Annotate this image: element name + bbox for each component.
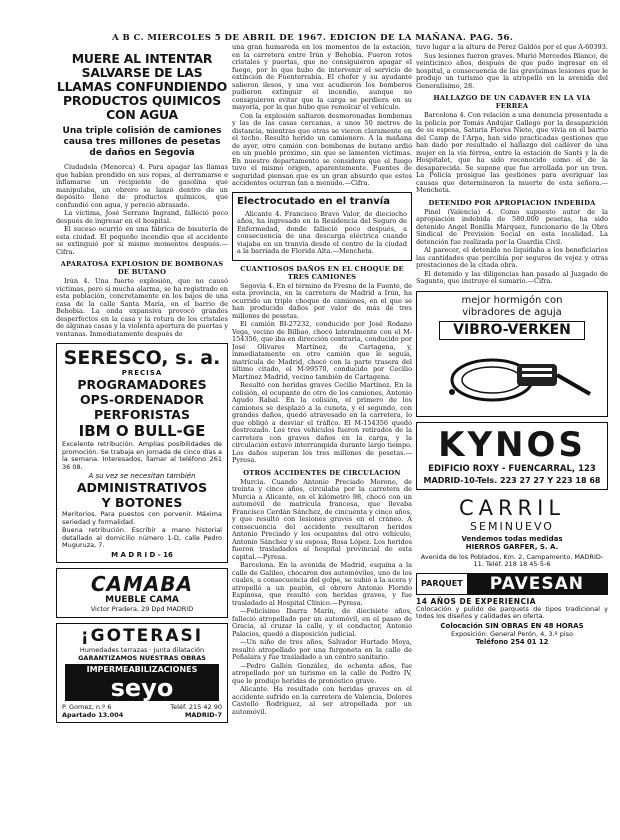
article-paragraph: Murcia. Cuando Antonio Preciado Moreno, de treinta y cinco años, circulaba por la carretera de Murcia a Alicante, en el kilómetro 98, chocó con un automóvil de matrícula francesa, que llevaba Francisco Cerdán Sánchez, de cincuenta y cinco años, y que resultó con lesiones graves en el cráneo. A consecuencia del accidente resultaron heridos Antonio Preciado y los ocupantes del otro vehículo, Antonio Sánchez y su esposa, Rosa López. Los heridos fueron trasladados al hospital provincial de esta capital.—Pyresa.: [232, 477, 412, 561]
carril-line: Vendemos todas medidas: [461, 534, 563, 543]
vibrator-machine-icon: [422, 342, 602, 412]
seresco-line: OPS-ORDENADOR: [80, 392, 204, 407]
seresco-also: A su vez se necesitan también: [88, 472, 196, 480]
goteras-address: P. Gomez, n.º 6: [62, 702, 112, 711]
seresco-name: SERESCO, s. a.: [63, 347, 221, 369]
pavesan-line: 14 AÑOS DE EXPERIENCIA: [416, 596, 537, 606]
camaba-sub: MUEBLE CAMA: [105, 594, 179, 605]
seresco-ad: [56, 343, 228, 563]
seresco-line: IBM O BULL-GE: [78, 422, 206, 440]
camaba-ad: [56, 568, 228, 618]
seresco-precisa: PRECISA: [121, 369, 163, 377]
pavesan-phone: Teléfono 254 01 12: [475, 637, 549, 646]
seresco-line: Y BOTONES: [101, 495, 183, 510]
page-header: A B C. MIERCOLES 5 DE ABRIL DE 1967. EDICION DE LA MAÑANA. PAG. 56.: [112, 33, 514, 43]
seyo-logo: seyo: [65, 675, 219, 701]
seresco-city: M A D R I D - 16: [111, 550, 173, 559]
carril-sub: SEMINUEVO: [470, 519, 554, 533]
main-subheadline: Una triple colisión de camiones causa tres millones de pesetas de daños en Segovia: [62, 126, 222, 158]
camaba-name: CAMABA: [90, 571, 194, 596]
section-heading: HALLAZGO DE UN CADAVER EN LA VIA FERREA: [433, 94, 591, 110]
article-paragraph: Ciudadela (Menorca) 4. Para apagar las llamas que habían prendido en sus ropas, al derramarse e inflamarse un recipiente de gasolina que manipulaba, un obrero se lanzó dentro de un depósito lleno de productos químicos, que confundió con agua, y pereció abrasado.: [56, 163, 228, 209]
carril-line: HIERROS GARFER, S. A.: [465, 542, 559, 551]
article-paragraph: una gran humareda en los momentos de la estación, en la carretera entre Irún y Behobia. Fueron rotos cristales y puertas, que no consiguieron apagar el fuego, por lo que hubo de intervenir el servicio de extinción de Fuenterrabía. El chofer y su ayudante salieron ilesos, y una vez acudieron los bomberos pudieron extinguir el incendio, aunque no consiguieron evitar que la carga se perdiera en su mayoría, por la que hubo que remolcar el vehículo.: [232, 44, 412, 111]
article-paragraph: El suceso ocurrió en una fábrica de bisutería de esta ciudad. El pequeño incendio que el accidente se extinguió por sí mismo momentos después.—Cifra.: [56, 225, 228, 256]
kynos-name: KYNOS: [438, 424, 586, 465]
article-paragraph: —Pedro Gallén González, de ochenta años, fue atropellado por un turismo en la calle de Pedro IV, que le produjo heridas de pronóstico grave.: [232, 661, 412, 685]
pavesan-banner: [416, 573, 608, 595]
vibro-line: mejor hormigón con: [461, 294, 563, 306]
section-heading: DETENIDO POR APROPIACION INDEBIDA: [428, 198, 596, 207]
carril-name: CARRIL: [458, 495, 566, 520]
carril-address: Avenida de los Poblados, Km. 2, Campamento. MADRID-11. Teléf. 218 18 45-5-6: [420, 552, 604, 568]
goteras-contact: [59, 711, 225, 719]
article-paragraph: Al parecer, el detenido no liquidaba a los beneficiarios las cantidades que percibía por seguros de vejez y otras prestaciones de la citada obra.: [416, 246, 608, 269]
section-heading: CUANTIOSOS DAÑOS EN EL CHOQUE DE TRES CAMIONES: [240, 264, 404, 281]
kynos-address: EDIFICIO ROXY - FUENCARRAL, 123: [428, 463, 596, 474]
section-heading: APARATOSA EXPLOSION DE BOMBONAS DE BUTANO: [60, 260, 224, 276]
article-paragraph: Alicante. Ha resultado con heridas graves en el accidente sufrido en la carretera de Valencia, Dolores Castelló Rodríguez, al ser atropellada por un automóvil.: [232, 685, 412, 716]
article-paragraph: Segovia 4. En el término de Fresno de la Fuente, de esta provincia, en la carretera de Madrid a Irún, ha ocurrido un triple choque de camiones, en el que se han producido daños por valor de más de tres millones de pesetas.: [232, 281, 412, 320]
pavesan-line: Exposición: General Perón, 4, 3.º piso: [450, 629, 573, 638]
pavesan-text: Colocación y pulido de parquets de tipos tradicional y todos los diseños y calidades en oferta.: [416, 604, 608, 620]
article-paragraph: La víctima, José Serrano Ingrand, falleció poco después de ingresar en el hospital.: [56, 209, 228, 225]
seresco-text: Meritorios. Para puestos con porvenir. Máxima seriedad y formalidad.: [62, 510, 222, 526]
column-left: [56, 44, 228, 834]
seresco-text: Excelente retribución. Amplias posibilidades de promoción. Se trabaja en jornada de cinco días a la semana. Interesados, llamar al teléfono 261 36 08.: [62, 440, 222, 471]
carril-ad: [416, 496, 608, 569]
article-paragraph: El camión BI-27232, conducido por José Rodano Vega, vecino de Bilbao, chocó lateralmente con el M-154356, que iba en dirección contraria, conducido por José Olivares Martínez, de Cartagena, y, inmediatamente en otro camión que le seguía, matrícula de Madrid, chocó con la parte trasera del último citado, el M-99570, conducido por Cecilio Martínez Madrid, vecino también de Cartagena.: [232, 320, 412, 381]
article-paragraph: —Un niño de tres años, Salvador Hurtado Moya, resultó atropellado por una furgoneta en la calle de Peñalara y fue trasladado a un centro sanitario.: [232, 638, 412, 661]
pavesan-line: Colocación SIN OBRAS EN 48 HORAS: [440, 621, 584, 630]
vibro-brand: VIBRO-VERKEN: [439, 321, 585, 340]
main-headline: MUERE AL INTENTAR SALVARSE DE LAS LLAMAS CONFUNDIENDO PRODUCTOS QUIMICOS CON AGUA: [56, 51, 228, 122]
seresco-text: Buena retribución. Escribir a mano historial detallado al domicilio número 1-D, calle Pedro Muguruza, 7.: [62, 526, 222, 549]
seresco-line: PROGRAMADORES: [77, 377, 207, 392]
goteras-banner: IMPERMEABILIZACIONES: [65, 664, 219, 675]
article-paragraph: Barcelona 4. Con relación a una denuncia presentada a la policía por Tomás Andújar Gallego por la desaparición de su esposa, Saturia Flores Nieto, que vivía en el barrio del Camp de l'Arpa, han sido practicadas gestiones que han dado por resultado el hallazgo del cadáver de una mujer en la vía férrea, entre la estación de Sants y la de Hospitalet, que ha sido reconocido como el de la desaparecida. Se supone que fue arrollada por un tren. La Policía prosigue las gestiones para averiguar las causas que determinaron la muerte de esta señora.—Mencheta.: [416, 111, 608, 194]
article-paragraph: —Felicísimo Ibarra Marín, de diecisiete años, falleció atropellado por un automóvil, en el paseo de Gracia, al cruzar la calle, y el conductor, Antonio Palacios, quedó a disposición judicial.: [232, 607, 412, 638]
goteras-line: GARANTIZAMOS NUESTRAS OBRAS: [78, 653, 206, 662]
kynos-phones: MADRID-10-Tels. 223 27 27 Y 223 18 68: [423, 475, 601, 485]
seresco-line: ADMINISTRATIVOS: [76, 480, 208, 495]
article-paragraph: Resultó con heridas graves Cecilio Martínez. En la colisión, el ocupante de otro de los camiones, Antonio Agudo Rabal. En la colisión, el primero de los camiones se desplazó a la cuneta, y el segundo, con grandes daños, quedó atravesado en la carretera, lo que obligó a desviar el tráfico. El M-154356 quedó destrozado. Los tres vehículos fueron retirados de la carretera con graves daños en la carga, y la circulación estuvo interrumpida durante largo tiempo. Los daños superan los tres millones de pesetas.—Pyresa.: [232, 381, 412, 464]
vibro-verken-ad: [416, 291, 608, 417]
article-paragraph: tuvo lugar a la altura de Pérez Galdós por el que A-60393.: [416, 44, 608, 51]
box-title: Electrocutado en el tranvía: [237, 195, 390, 207]
article-paragraph: Irún 4. Una fuerte explosión, que no causó víctimas, pero sí mucha alarma, se ha registrado en esta población, concretamente en los bajos de una casa de la calle Santa María, en el barrio de Behobia. La onda expansiva provocó grandes desperfectos en la casa y la rotura de los cristales de algunas casas y la violenta apertura de puertas y ventanas. Inmediatamente después de: [56, 277, 228, 338]
goteras-ad: [56, 623, 228, 723]
goteras-contact: [59, 703, 225, 711]
goteras-box: Apartado 13.004: [62, 710, 124, 719]
seresco-line: PERFORISTAS: [93, 407, 190, 422]
electrocuted-box: [232, 192, 412, 261]
article-paragraph: Con la explosión saltaron desmoronadas bombonas y las de las casas cercanas, a unos 50 metros de distancia, mientras que otras se vieron claramente en el techo. Resultó herido un camionero. A la mañana de ayer, otro camión con bombonas de butano ardió en un pueblo próximo, sin que se lamenten víctimas. En nuestro departamento se considera que el fuego tuvo el mismo origen, aparentemente. Fuentes de seguridad piensan que es un gran absurdo que estos accidentes ocurran tan a menudo.—Cifra.: [232, 111, 412, 187]
pavesan-name: PAVESAN: [467, 574, 607, 594]
goteras-phone: Teléf. 215 42 90: [170, 702, 222, 711]
article-paragraph: Barcelona. En la avenida de Madrid, esquina a la calle de Galileo, chocaron dos automóviles, uno de los cuales, a consecuencia del golpe, se subió a la acera y atropelló a un peatón, el obrero Antonio Florido Espinosa, que resultó con heridas graves, y fue trasladado al Hospital Clínico.—Pyresa.: [232, 561, 412, 607]
pavesan-parquet: PARQUET: [421, 579, 463, 588]
box-text: Alicante 4. Francisco Bravo Valor, de dieciocho años, ha ingresado en la Residencia del Seguro de Enfermedad, donde falleció poco después, a consecuencia de una descarga eléctrica cuando viajaba en un tranvía desde el centro de la ciudad a la barriada de Florida Alta.—Mencheta.: [237, 209, 407, 255]
column-middle: [232, 44, 412, 834]
pavesan-ad: [416, 573, 608, 646]
section-heading: OTROS ACCIDENTES DE CIRCULACION: [243, 468, 401, 477]
column-right: [416, 44, 608, 834]
goteras-line: Humedades terrazas · Junta dilatación: [79, 645, 205, 654]
article-paragraph: El detenido y las diligencias han pasado al Juzgado de Sagunto, que instruye el sumario.—Cifra.: [416, 269, 608, 285]
article-paragraph: Pinel (Valencia) 4. Como supuesto autor de la apropiación indebida de 580.000 pesetas, ha sido detenido Angel Bonilla Márquez, funcionario de la Obra Sindical de Previsión Social en esta localidad. La detención fue realizada por la Guardia Civil.: [416, 207, 608, 246]
kynos-ad: [416, 422, 608, 490]
vibro-line: vibradores de aguja: [462, 306, 562, 318]
goteras-name: ¡GOTERASI: [80, 625, 204, 646]
goteras-city: MADRID-7: [184, 710, 222, 719]
camaba-address: Victor Pradera, 29 Dpd MADRID: [90, 604, 194, 613]
article-paragraph: Sus lesiones fueron graves. Murió Mercedes Blanco, de veinticinco años, después de que pudo ingresar en el hospital, a consecuencia de las gravísimas lesiones que le produjo un turismo que la atropelló en la avenida del Generalísimo, 28.: [416, 51, 608, 90]
